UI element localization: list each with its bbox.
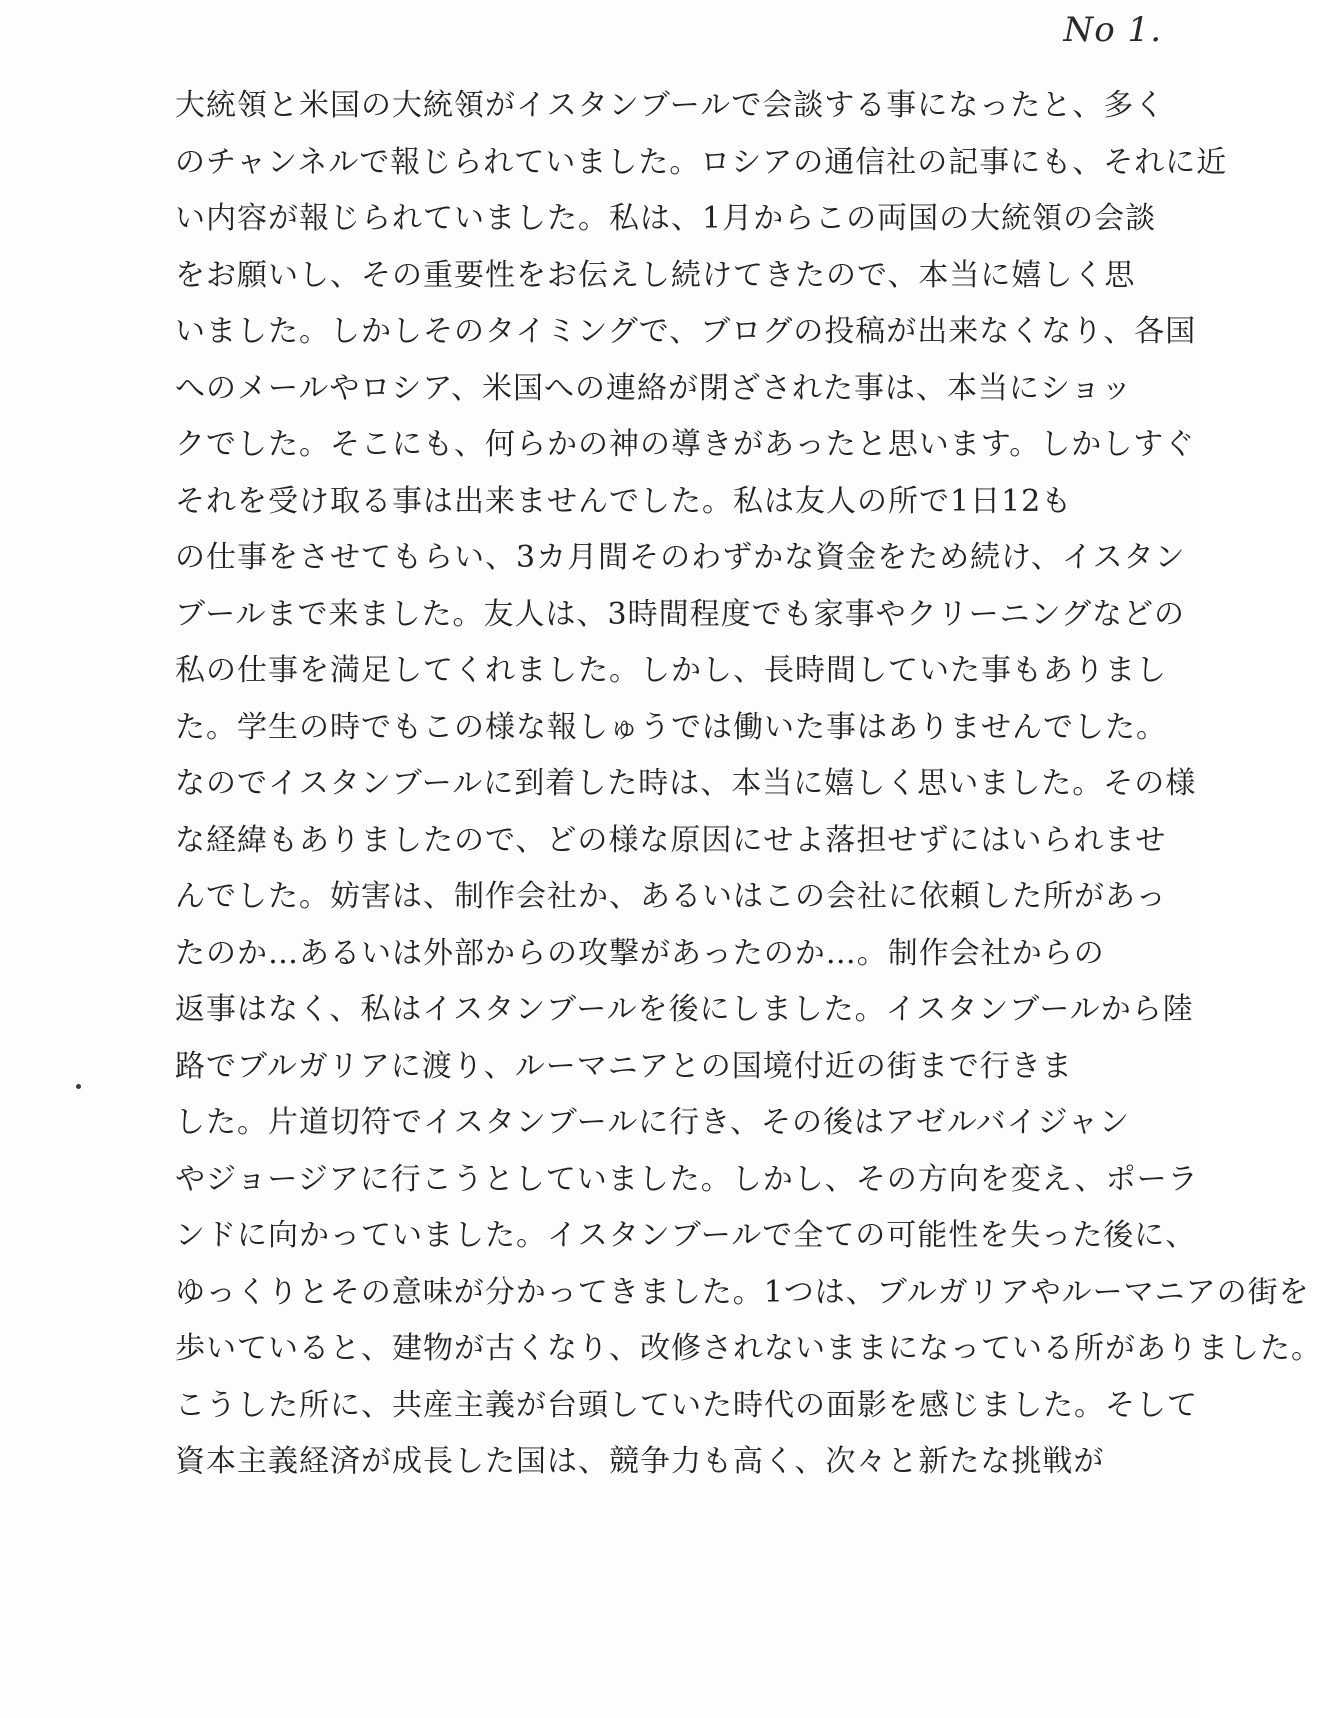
text-line: をお願いし、その重要性をお伝えし続けてきたので、本当に嬉しく思 <box>175 257 1136 293</box>
text-line: なのでイスタンブールに到着した時は、本当に嬉しく思いました。その様 <box>175 766 1197 801</box>
text-line: たのか…あるいは外部からの攻撃があったのか…。制作会社からの <box>175 935 1105 971</box>
text-line: ンドに向かっていました。イスタンブールで全ての可能性を失った後に、 <box>175 1218 1197 1253</box>
text-line: クでした。そこにも、何らかの神の導きがあったと思います。しかしすぐ <box>175 427 1196 462</box>
text-line: へのメールやロシア、米国への連絡が閉ざされた事は、本当にショッ <box>175 370 1133 406</box>
text-line: ブールまで来ました。友人は、3時間程度でも家事やクリーニングなどの <box>175 596 1185 632</box>
text-line: の仕事をさせてもらい、3カ月間そのわずかな資金をため続け、イスタン <box>175 540 1186 575</box>
text-line: のチャンネルで報じられていました。ロシアの通信社の記事にも、それに近 <box>175 144 1228 180</box>
text-line: 路でブルガリアに渡り、ルーマニアとの国境付近の街まで行きま <box>175 1048 1073 1084</box>
page-number: No 1. <box>1063 10 1162 50</box>
text-line: ゆっくりとその意味が分かってきました。1つは、ブルガリアやルーマニアの街を <box>175 1274 1310 1310</box>
text-line: た。学生の時でもこの様な報しゅうでは働いた事はありませんでした。 <box>175 709 1167 745</box>
text-line: い内容が報じられていました。私は、1月からこの両国の大統領の会談 <box>175 201 1157 236</box>
text-line: した。片道切符でイスタンブールに行き、その後はアゼルバイジャン <box>175 1105 1130 1140</box>
text-line: んでした。妨害は、制作会社か、あるいはこの会社に依頼した所があっ <box>175 879 1167 914</box>
text-line: こうした所に、共産主義が台頭していた時代の面影を感じました。そして <box>175 1387 1198 1423</box>
text-line: それを受け取る事は出来ませんでした。私は友人の所で1日12も <box>175 483 1073 519</box>
text-line: な経緯もありましたので、どの様な原因にせよ落担せずにはいられませ <box>175 822 1167 858</box>
text-line: 大統領と米国の大統領がイスタンブールで会談する事になったと、多く <box>175 88 1166 123</box>
text-line: やジョージアに行こうとしていました。しかし、その方向を変え、ポーラ <box>175 1161 1199 1197</box>
ink-dot-mark <box>76 1084 81 1089</box>
text-line: いました。しかしそのタイミングで、ブログの投稿が出来なくなり、各国 <box>175 314 1197 349</box>
letter-body <box>175 78 1322 1491</box>
text-line: 返事はなく、私はイスタンブールを後にしました。イスタンブールから陸 <box>175 992 1194 1027</box>
text-line: 私の仕事を満足してくれました。しかし、長時間していた事もありまし <box>175 653 1167 688</box>
text-line: 資本主義経済が成長した国は、競争力も高く、次々と新たな挑戦が <box>175 1444 1105 1479</box>
text-line: 歩いていると、建物が古くなり、改修されないままになっている所がありました。 <box>175 1331 1322 1366</box>
